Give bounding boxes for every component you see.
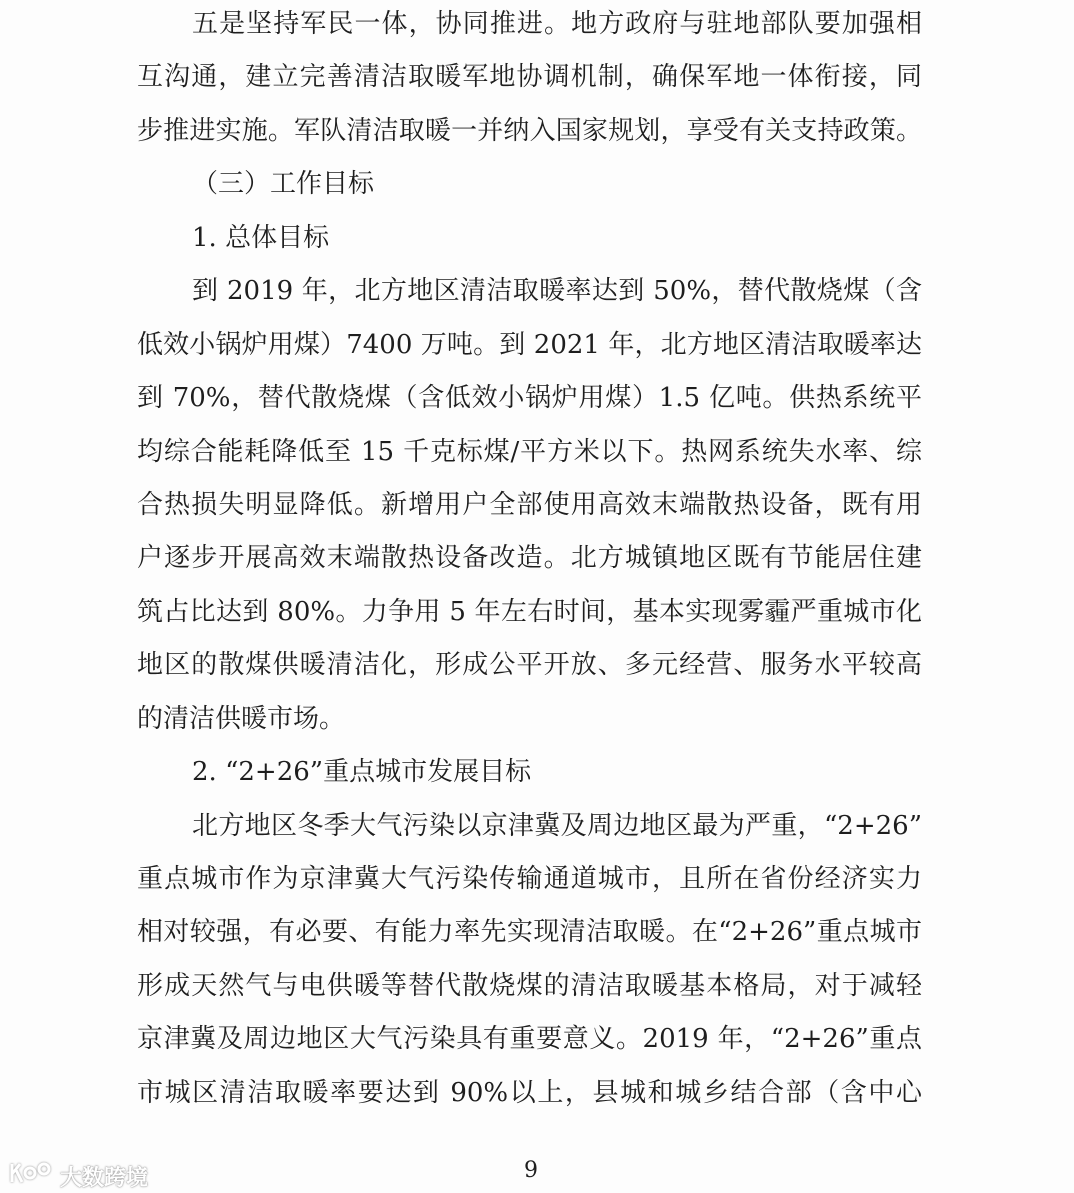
text-line: 五是坚持军民一体，协同推进。地方政府与驻地部队要加强相 (192, 9, 922, 39)
text-line: 户逐步开展高效末端散热设备改造。北方城镇地区既有节能居住建 (137, 543, 922, 574)
text-line: 到 70%，替代散烧煤（含低效小锅炉用煤）1.5 亿吨。供热系统平 (137, 383, 922, 414)
text-line: 形成天然气与电供暖等替代散烧煤的清洁取暖基本格局，对于减轻 (137, 970, 922, 1001)
watermark (8, 1160, 148, 1192)
text-line: 均综合能耗降低至 15 千克标煤/平方米以下。热网系统失水率、综 (137, 436, 922, 467)
watermark-text: 大数跨境 (60, 1165, 149, 1191)
text-line: 筑占比达到 80%。力争用 5 年左右时间，基本实现雾霾严重城市化 (137, 596, 922, 627)
text-line: 到 2019 年，北方地区清洁取暖率达到 50%，替代散烧煤（含 (192, 276, 922, 307)
text-line: 京津冀及周边地区大气污染具有重要意义。2019 年，“2+26”重点 (137, 1024, 922, 1055)
page-number: 9 (524, 1158, 538, 1183)
text-line: （三）工作目标 (192, 169, 375, 200)
document-body (137, 0, 922, 1120)
text-line: 低效小锅炉用煤）7400 万吨。到 2021 年，北方地区清洁取暖率达 (137, 329, 922, 360)
text-line: 互沟通，建立完善清洁取暖军地协调机制，确保军地一体衔接，同 (137, 62, 922, 93)
text-line: 合热损失明显降低。新增用户全部使用高效末端散热设备，既有用 (137, 489, 922, 520)
text-line: 的清洁供暖市场。 (137, 703, 346, 734)
watermark-logo-icon (8, 1160, 54, 1192)
text-line: 重点城市作为京津冀大气污染传输通道城市，且所在省份经济实力 (137, 864, 922, 894)
text-line: 市城区清洁取暖率要达到 90%以上，县城和城乡结合部（含中心 (137, 1077, 922, 1108)
text-line: 相对较强，有必要、有能力率先实现清洁取暖。在“2+26”重点城市 (137, 917, 922, 948)
text-line: 2. “2+26”重点城市发展目标 (192, 757, 532, 788)
text-line: 地区的散煤供暖清洁化，形成公平开放、多元经营、服务水平较高 (137, 650, 922, 681)
text-line: 步推进实施。军队清洁取暖一并纳入国家规划，享受有关支持政策。 (137, 115, 922, 146)
text-line: 1. 总体目标 (192, 222, 330, 253)
text-line: 北方地区冬季大气污染以京津冀及周边地区最为严重，“2+26” (192, 810, 922, 841)
